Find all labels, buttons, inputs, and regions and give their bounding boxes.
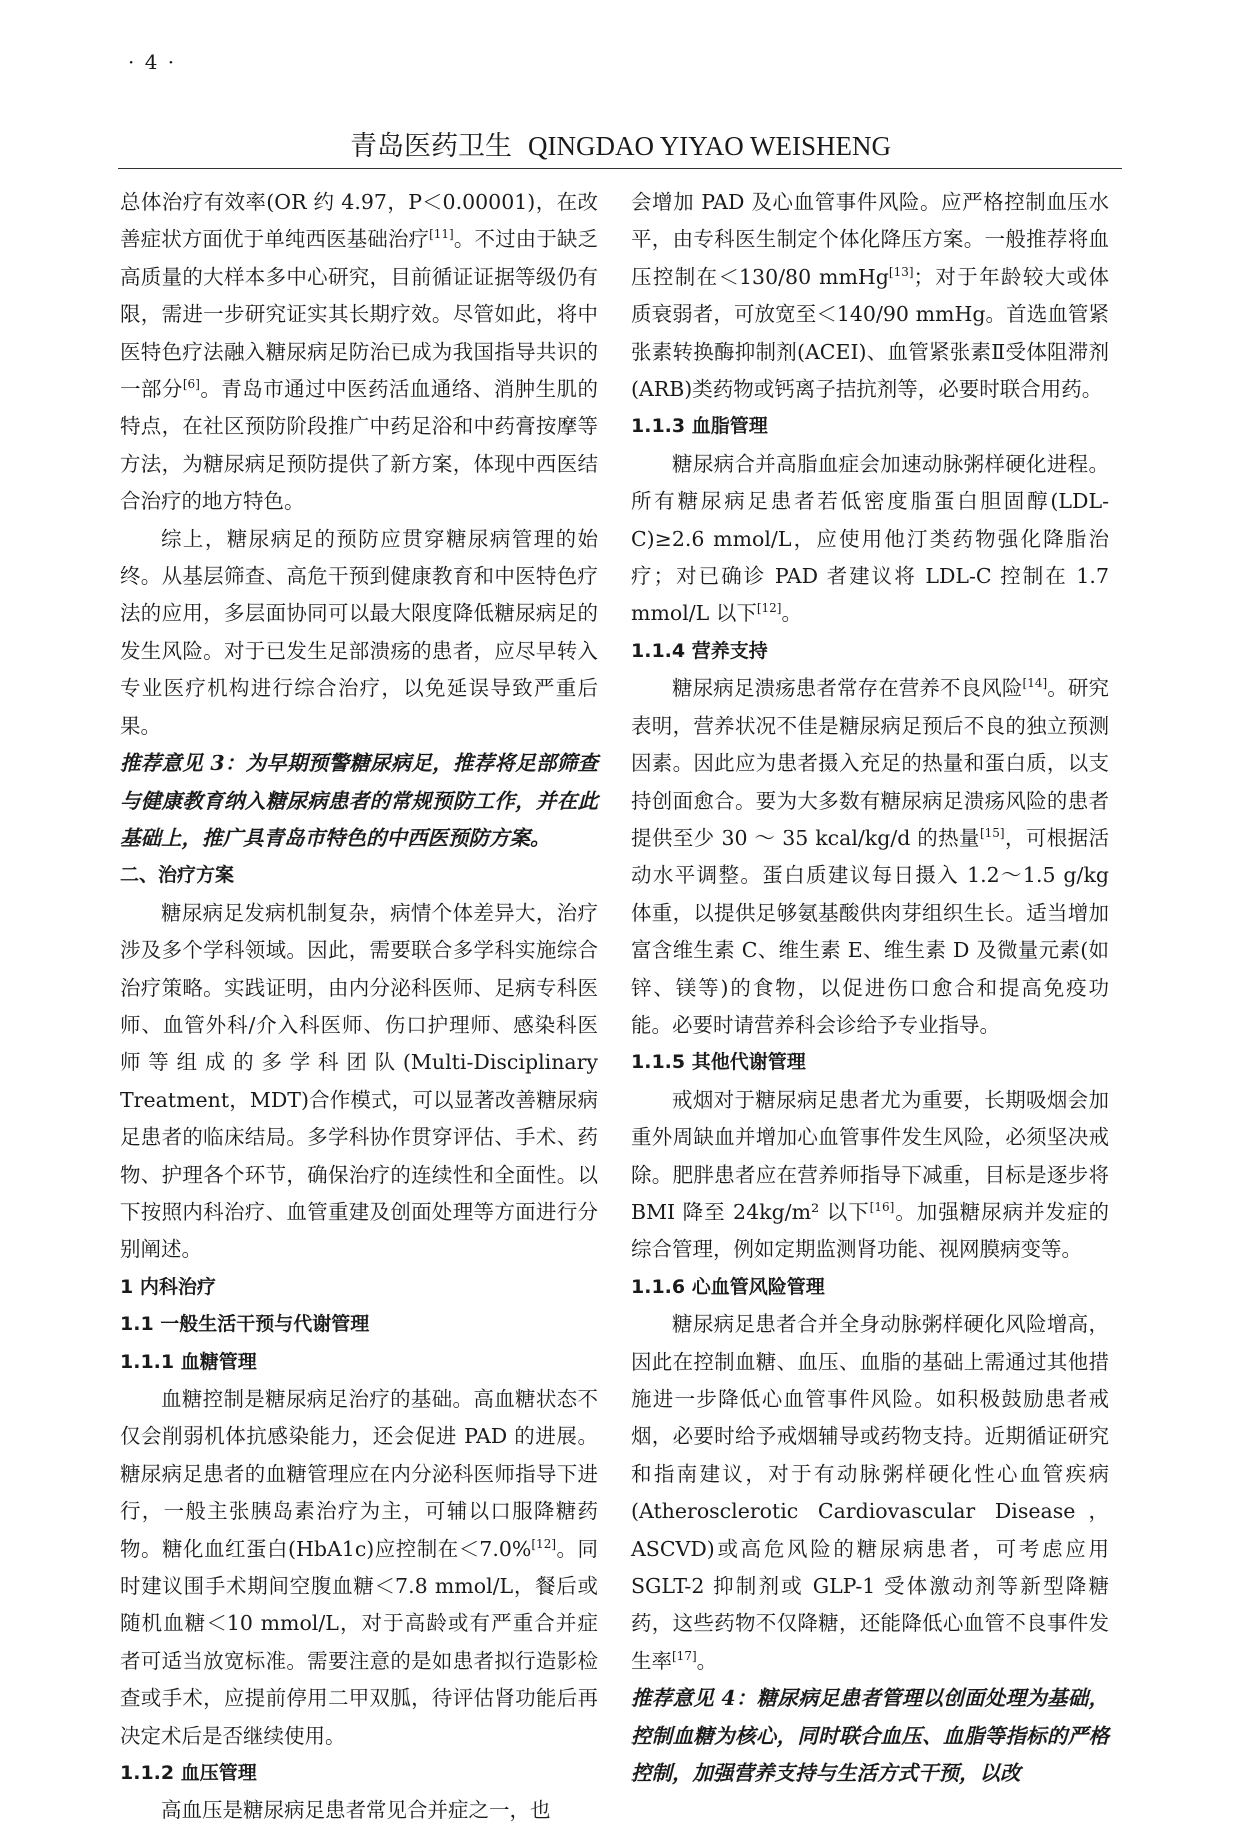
citation-ref: [6] bbox=[182, 377, 200, 392]
citation-ref: [13] bbox=[888, 264, 914, 279]
paragraph bbox=[120, 184, 598, 521]
paragraph bbox=[120, 1381, 598, 1755]
paragraph-text: 推荐意见 4：糖尿病足患者管理以创面处理为基础，控制血糖为核心，同时联合血压、血脂等指标的严格控制，加强营养支持与生活方式干预，以改 bbox=[631, 1686, 1109, 1786]
paragraph-text: 1.1 一般生活干预与代谢管理 bbox=[120, 1313, 370, 1336]
paragraph-text: 1.1.4 营养支持 bbox=[631, 639, 768, 662]
paragraph-text: 糖尿病足患者合并全身动脉粥样硬化风险增高，因此在控制血糖、血压、血脂的基础上需通过其他措施进一步降低心血管事件风险。如积极鼓励患者戒烟，必要时给予戒烟辅导或药物支持。近期循证研究和指南建议，对于有动脉粥样硬化性心血管疾病(Atherosclerotic Cardiovascular Disease，ASCVD)或高危风险的糖尿病患者，可考虑应用 SGLT-2 抑制剂或 GLP-1 受体激动剂等新型降糖药，这些药物不仅降糖，还能降低心血管不良事件发生率 bbox=[631, 1312, 1109, 1673]
paragraph-text: 。加强糖尿病并发症的综合管理，例如定期监测肾功能、视网膜病变等。 bbox=[631, 1199, 1109, 1262]
citation-ref: [14] bbox=[1022, 676, 1048, 691]
paragraph-text: 。 bbox=[781, 601, 802, 626]
paragraph bbox=[120, 895, 598, 1269]
right-column bbox=[631, 184, 1109, 1792]
citation-ref: [12] bbox=[531, 1536, 557, 1551]
paragraph-text: 二、治疗方案 bbox=[120, 864, 235, 887]
paragraph-text: 1.1.2 血压管理 bbox=[120, 1762, 257, 1785]
subsubsection-heading bbox=[120, 1755, 598, 1792]
paragraph bbox=[631, 184, 1109, 408]
paragraph-text: 戒烟对于糖尿病足患者尤为重要，长期吸烟会加重外周缺血并增加心血管事件发生风险，必须坚决戒除。肥胖患者应在营养师指导下减重，目标是逐步将 BMI 降至 24kg/m² 以下 bbox=[631, 1087, 1109, 1224]
paragraph-text: 血糖控制是糖尿病足治疗的基础。高血糖状态不仅会削弱机体抗感染能力，还会促进 PAD 的进展。糖尿病足患者的血糖管理应在内分泌科医师指导下进行，一般主张胰岛素治疗为主，可辅以口服降糖药物。糖化血红蛋白(HbA1c)应控制在＜7.0% bbox=[120, 1387, 598, 1561]
recommendation bbox=[631, 1680, 1109, 1792]
citation-ref: [12] bbox=[756, 601, 782, 616]
citation-ref: [15] bbox=[979, 826, 1005, 841]
paragraph-text: 综上，糖尿病足的预防应贯穿糖尿病管理的始终。从基层筛查、高危干预到健康教育和中医特色疗法的应用，多层面协同可以最大限度降低糖尿病足的发生风险。对于已发生足部溃疡的患者，应尽早转入专业医疗机构进行综合治疗，以免延误导致严重后果。 bbox=[120, 526, 598, 738]
paragraph bbox=[120, 521, 598, 745]
paragraph-text: 1.1.5 其他代谢管理 bbox=[631, 1051, 806, 1074]
paragraph bbox=[631, 1082, 1109, 1269]
subsubsection-heading bbox=[631, 1269, 1109, 1306]
paragraph-text: 糖尿病合并高脂血症会加速动脉粥样硬化进程。所有糖尿病足患者若低密度脂蛋白胆固醇(LDL-C)≥2.6 mmol/L，应使用他汀类药物强化降脂治疗；对已确诊 PAD 者建议将 LDL-C 控制在 1.7 mmol/L 以下 bbox=[631, 451, 1109, 626]
paragraph-text: 1.1.1 血糖管理 bbox=[120, 1350, 257, 1373]
paragraph bbox=[631, 1306, 1109, 1680]
citation-ref: [16] bbox=[869, 1200, 895, 1215]
running-header bbox=[0, 124, 1241, 163]
left-column bbox=[120, 184, 598, 1830]
subsubsection-heading bbox=[631, 408, 1109, 445]
paragraph-text: 糖尿病足溃疡患者常存在营养不良风险 bbox=[672, 676, 1023, 701]
journal-title-en: QINGDAO YIYAO WEISHENG bbox=[528, 131, 891, 161]
paragraph-text: 。 bbox=[696, 1648, 718, 1673]
header-rule bbox=[118, 168, 1122, 169]
paragraph bbox=[631, 446, 1109, 633]
recommendation bbox=[120, 745, 598, 857]
paragraph-text: 会增加 PAD 及心血管事件风险。应严格控制血压水平，由专科医生制定个体化降压方案。一般推荐将血压控制在＜130/80 mmHg bbox=[631, 190, 1109, 289]
paragraph-text: 。同时建议围手术期间空腹血糖＜7.8 mmol/L，餐后或随机血糖＜10 mmol/L，对于高龄或有严重合并症者可适当放宽标准。需要注意的是如患者拟行造影检查或手术，应提前停用二甲双胍，待评估肾功能后再决定术后是否继续使用。 bbox=[120, 1536, 599, 1748]
paragraph-text: 糖尿病足发病机制复杂，病情个体差异大，治疗涉及多个学科领域。因此，需要联合多学科实施综合治疗策略。实践证明，由内分泌科医师、足病专科医师、血管外科/介入科医师、伤口护理师、感染科医师等组成的多学科团队(Multi-Disciplinary Treatment，MDT)合作模式，可以显著改善糖尿病足患者的临床结局。多学科协作贯穿评估、手术、药物、护理各个环节，确保治疗的连续性和全面性。以下按照内科治疗、血管重建及创面处理等方面进行分别阐述。 bbox=[120, 900, 598, 1262]
paragraph-text: 1.1.6 心血管风险管理 bbox=[631, 1275, 825, 1298]
journal-title-cn: 青岛医药卫生 bbox=[350, 131, 513, 162]
subsubsection-heading bbox=[631, 633, 1109, 670]
subsection-heading bbox=[120, 1269, 598, 1306]
paragraph-text: ；对于年龄较大或体质衰弱者，可放宽至＜140/90 mmHg。首选血管紧张素转换酶抑制剂(ACEI)、血管紧张素Ⅱ受体阻滞剂(ARB)类药物或钙离子拮抗剂等，必要时联合用药。 bbox=[631, 264, 1110, 402]
paragraph-text: 1.1.3 血脂管理 bbox=[631, 415, 768, 438]
subsection-heading bbox=[120, 1306, 598, 1343]
paragraph bbox=[631, 670, 1109, 1044]
paragraph-text: 。青岛市通过中医药活血通络、消肿生肌的特点，在社区预防阶段推广中药足浴和中药膏按摩等方法，为糖尿病足预防提供了新方案，体现中西医结合治疗的地方特色。 bbox=[120, 377, 599, 514]
paragraph-text: 1 内科治疗 bbox=[120, 1275, 216, 1298]
paragraph-text: ，可根据活动水平调整。蛋白质建议每日摄入 1.2～1.5 g/kg 体重，以提供足够氨基酸供肉芽组织生长。适当增加富含维生素 C、维生素 E、维生素 D 及微量元素(如锌、镁等)的食物，以促进伤口愈合和提高免疫功能。必要时请营养科会诊给予专业指导。 bbox=[631, 825, 1110, 1037]
section-heading bbox=[120, 857, 598, 894]
subsubsection-heading bbox=[631, 1044, 1109, 1081]
citation-ref: [11] bbox=[429, 227, 454, 242]
paragraph-text: 。研究表明，营养状况不佳是糖尿病足预后不良的独立预测因素。因此应为患者摄入充足的热量和蛋白质，以支持创面愈合。要为大多数有糖尿病足溃疡风险的患者提供至少 30 ～ 35 kcal/kg/d 的热量 bbox=[631, 676, 1110, 850]
citation-ref: [17] bbox=[672, 1649, 697, 1664]
page-number: · 4 · bbox=[128, 50, 177, 74]
subsubsection-heading bbox=[120, 1344, 598, 1381]
paragraph-text: 推荐意见 3：为早期预警糖尿病足，推荐将足部筛查与健康教育纳入糖尿病患者的常规预防工作，并在此基础上，推广具青岛市特色的中西医预防方案。 bbox=[120, 751, 598, 850]
paragraph-text: 。不过由于缺乏高质量的大样本多中心研究，目前循证证据等级仍有限，需进一步研究证实其长期疗效。尽管如此，将中医特色疗法融入糖尿病足防治已成为我国指导共识的一部分 bbox=[120, 227, 599, 402]
paragraph-text: 高血压是糖尿病足患者常见合并症之一，也 bbox=[161, 1798, 551, 1823]
paragraph-text: 总体治疗有效率(OR 约 4.97，P＜0.00001)，在改善症状方面优于单纯西医基础治疗 bbox=[120, 190, 598, 252]
paragraph bbox=[120, 1792, 598, 1829]
